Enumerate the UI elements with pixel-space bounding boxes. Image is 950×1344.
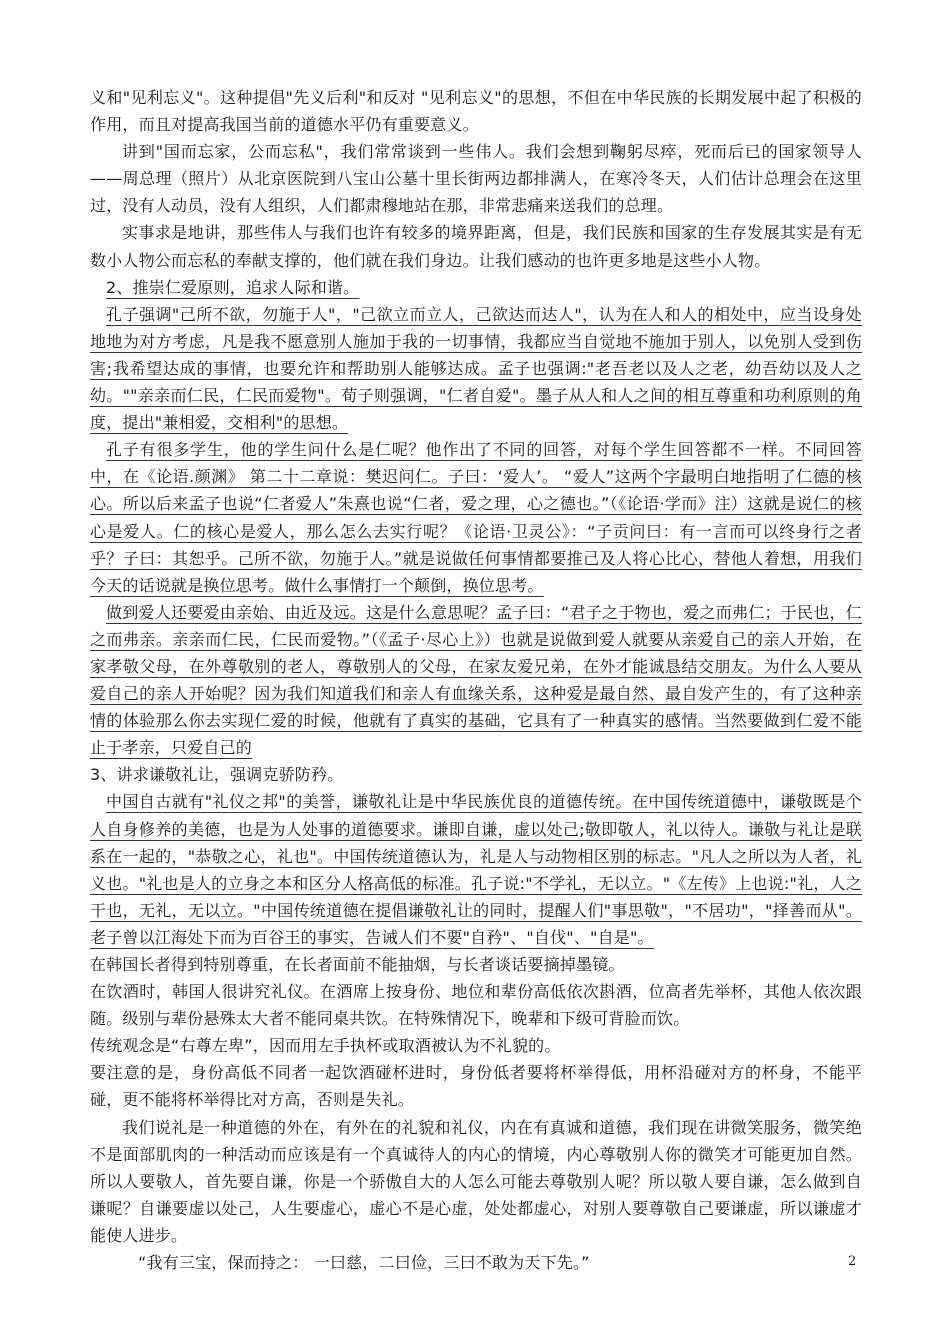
paragraph-2: 讲到"国而忘家，公而忘私"，我们常常谈到一些伟人。我们会想到鞠躬尽瘁，死而后已的国家领导人——周总理（照片）从北京医院到八宝山公墓十里长街两边都排满人，在寒冷冬天，人们估计总理会在这里过，没有人动员，没有人组织，人们都肃穆地站在那，非常悲痛来送我们的总理。 bbox=[90, 142, 862, 216]
paragraph-12: 我们说礼是一种道德的外在，有外在的礼貌和礼仪，内在有真诚和道德，我们现在讲微笑服务，微笑绝不是面部肌肉的一种活动而应该是有一个真诚待人的内心的情境，内心尊敬别人你的微笑才可能更加自然。所以人要敬人，首先要自谦，你是一个骄傲自大的人怎么可能去尊敬别人呢？所以敬人要自谦，怎么做到自谦呢？自谦要虚以处己，人生要虚心，虚心不是心虚，处处都虚心，对别人要尊敬自己要谦虚，所以谦虚才能使人进步。 bbox=[90, 1117, 862, 1245]
paragraph-5-text: 孔子有很多学生，他的学生问什么是仁呢？他作出了不同的回答，对每个学生回答都不一样。不同回答中，在《论语.颜渊》 第二十二章说：樊迟问仁。子曰：‘爱人’。 “爱人”这两个字最明白地指明了仁德的核心。所以后来孟子也说“仁者爱人”朱熹也说“仁者，爱之理，心之德也。”（《论语·学而》注）这就是说仁的核心是爱人。仁的核心是爱人，那么怎么去实行呢？《论语·卫灵公》：“子贡问曰：有一言而可以终身行之者乎？子曰：其恕乎。己所不欲，勿施于人。”就是说做任何事情都要推己及人将心比心，替他人着想，用我们今天的话说就是换位思考。做什么事情打一个颠倒，换位思考。 bbox=[90, 440, 862, 595]
paragraph-6-text: 做到爱人还要爱由亲始、由近及远。这是什么意思呢？孟子曰：“君子之于物也，爱之而弗仁；于民也，仁之而弗亲。亲亲而仁民，仁民而爱物。”（《孟子·尽心上》）也就是说做到爱人就要从亲爱自己的亲人开始，在家孝敬父母，在外尊敬别的老人，尊敬别人的父母，在家友爱兄弟，在外才能诚恳结交朋友。为什么人要从爱自己的亲人开始呢？因为我们知道我们和亲人有血缘关系，这种爱是最自然、最自发产生的，有了这种亲情的体验那么你去实现仁爱的时候，他就有了真实的基础，它具有了一种真实的感情。当然要做到仁爱不能止于孝亲，只爱自己的 bbox=[90, 602, 862, 758]
paragraph-3: 实事求是地讲，那些伟人与我们也许有较多的境界距离，但是，我们民族和国家的生存发展其实是有无数小人物公而忘私的奉献支撑的，他们就在我们身边。让我们感动的也许更多地是这些小人物。 bbox=[90, 223, 862, 270]
paragraph-8: 在韩国长者得到特别尊重，在长者面前不能抽烟，与长者谈话要摘掉墨镜。 bbox=[90, 955, 625, 974]
section-heading-2 bbox=[90, 274, 862, 301]
paragraph-5 bbox=[90, 436, 862, 599]
document-body bbox=[90, 84, 862, 1276]
paragraph-6 bbox=[90, 599, 862, 762]
paragraph-7-text: 中国自古就有"礼仪之邦"的美誉，谦敬礼让是中华民族优良的道德传统。在中国传统道德中，谦敬既是个人自身修养的美德，也是为人处事的道德要求。谦即自谦，虚以处己;敬即敬人，礼以待人。谦敬与礼让是联系在一起的，"恭敬之心，礼也"。中国传统道德认为，礼是人与动物相区别的标志。"凡人之所以为人者，礼义也。"礼也是人的立身之本和区分人格高低的标准。孔子说:"不学礼，无以立。"《左传》上也说:"礼，人之干也，无礼，无以立。"中国传统道德在提倡谦敬礼让的同时，提醒人们"事思敬"，"不居功"，"择善而从"。老子曾以江海处下而为百谷王的事实，告诫人们不要"自矜"、"自伐"、"自是"。 bbox=[90, 792, 862, 947]
paragraph-11: 要注意的是，身份高低不同者一起饮酒碰杯进时，身份低者要将杯举得低，用杯沿碰对方的杯身，不能平碰，更不能将杯举得比对方高，否则是失礼。 bbox=[90, 1063, 862, 1110]
section-heading-2-text: 2、推崇仁爱原则，追求人际和谐。 bbox=[106, 277, 360, 297]
paragraph-9: 在饮酒时，韩国人很讲究礼仪。在酒席上按身份、地位和辈份高低依次斟酒，位高者先举杯，其他人依次跟随。级别与辈份悬殊太大者不能同桌共饮。在特殊情况下，晚辈和下级可背脸而饮。 bbox=[90, 982, 862, 1029]
page-number: 2 bbox=[848, 1254, 857, 1269]
paragraph-4 bbox=[90, 301, 862, 436]
paragraph-4-text: 孔子强调"己所不欲，勿施于人"，"己欲立而立人，己欲达而达人"，认为在人和人的相处中，应当设身处地地为对方考虑，凡是我不愿意别人施加于我的一切事情，我都应当自觉地不施加于别人，以免别人受到伤害;我希望达成的事情，也要允许和帮助别人能够达成。孟子也强调:"老吾老以及人之老，幼吾幼以及人之幼。""亲亲而仁民，仁民而爱物"。荀子则强调，"仁者自爱"。墨子从人和人之间的相互尊重和功利原则的角度，提出"兼相爱，交相利"的思想。 bbox=[90, 304, 862, 433]
paragraph-10: 传统观念是“右尊左卑”，因而用左手执杯或取酒被认为不礼貌的。 bbox=[90, 1036, 561, 1056]
paragraph-7 bbox=[90, 788, 862, 951]
quote-paragraph: “我有三宝，保而持之： 一曰慈，二曰俭，三曰不敢为天下先。” bbox=[138, 1253, 590, 1273]
paragraph-1: 义和"见利忘义"。这种提倡"先义后利"和反对 "见利忘义"的思想，不但在中华民族的长期发展中起了积极的作用，而且对提高我国当前的道德水平仍有重要意义。 bbox=[90, 88, 862, 135]
section-heading-3: 3、讲求谦敬礼让，强调克骄防矜。 bbox=[90, 765, 344, 785]
